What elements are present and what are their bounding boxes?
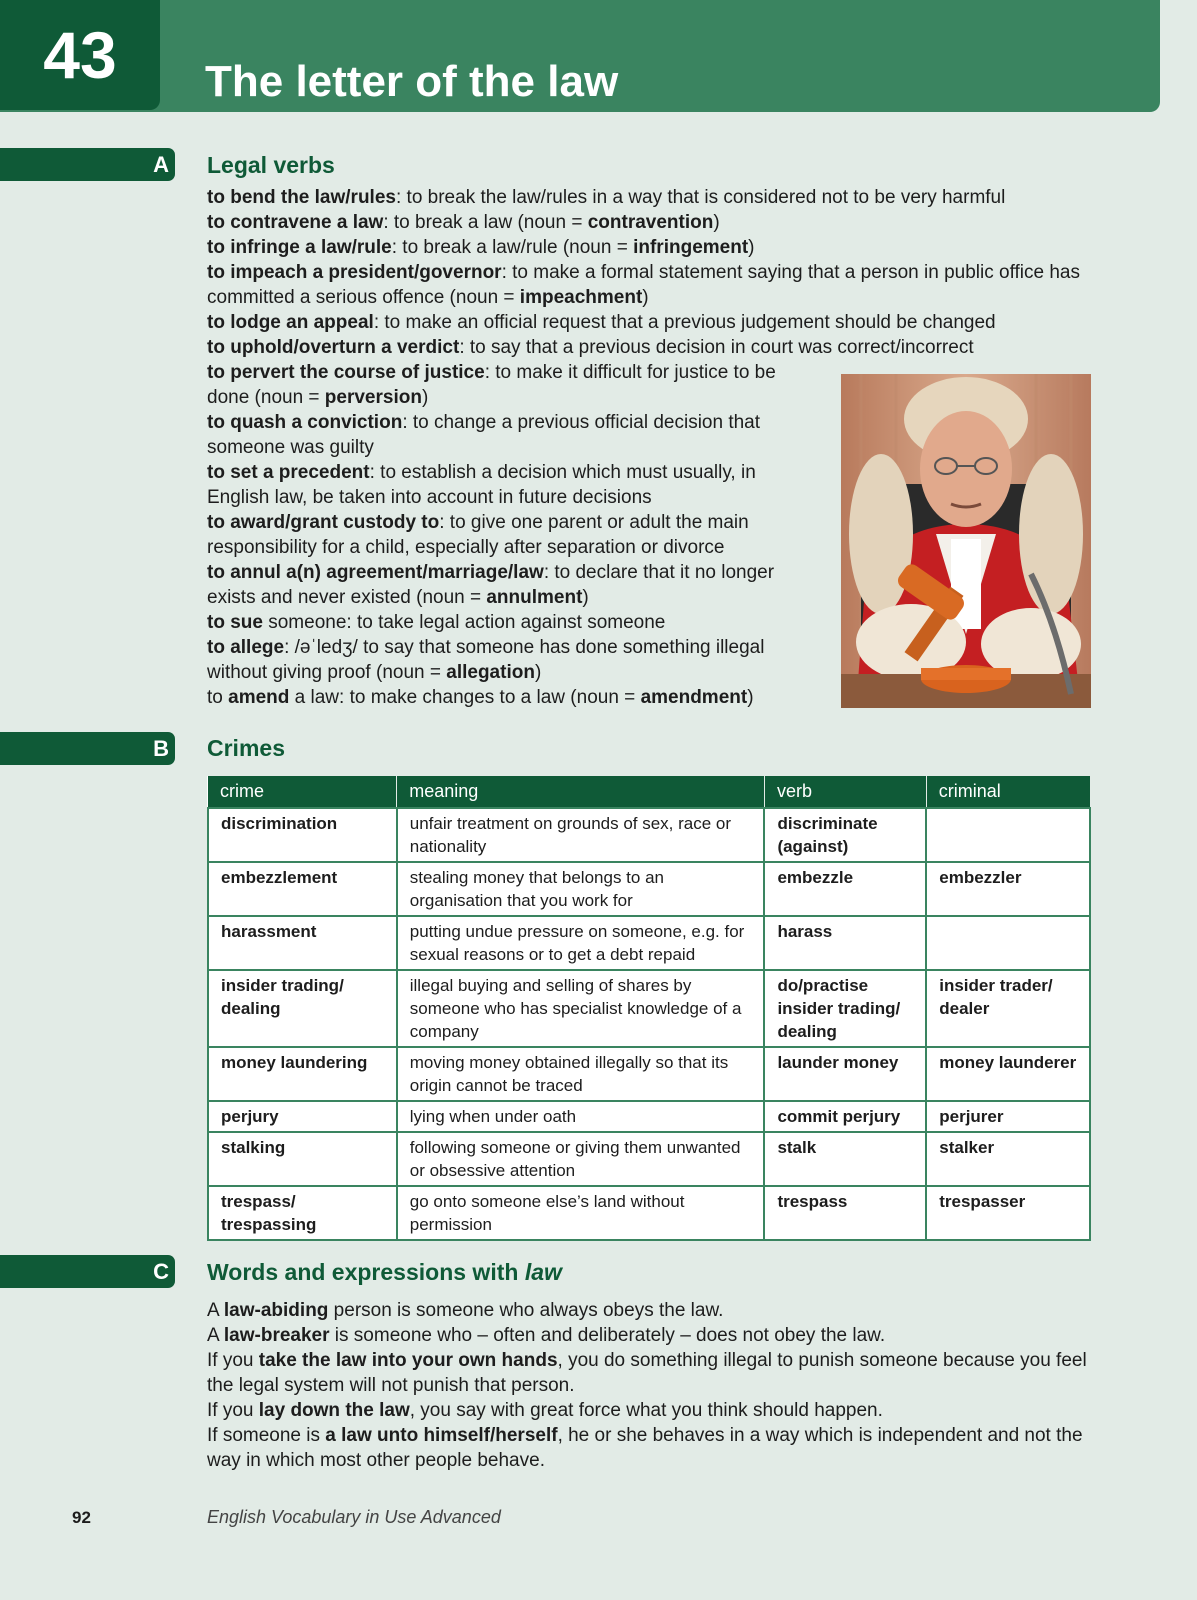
definition-item: to quash a conviction: to change a previous official decision that someone was guilty xyxy=(207,412,761,458)
meaning-cell: stealing money that belongs to an organisation that you work for xyxy=(397,862,765,916)
criminal-cell: perjurer xyxy=(926,1101,1090,1132)
definition-item: to lodge an appeal: to make an official request that a previous judgement should be changed xyxy=(207,312,996,333)
definition-item: to amend a law: to make changes to a law (noun = amendment) xyxy=(207,687,754,708)
verb-cell: commit perjury xyxy=(764,1101,926,1132)
crime-cell: stalking xyxy=(208,1132,397,1186)
definition-item: to contravene a law: to break a law (noun = contravention) xyxy=(207,212,720,233)
book-title: English Vocabulary in Use Advanced xyxy=(207,1507,501,1527)
definition-item: to impeach a president/governor: to make a formal statement saying that a person in public office has committed a serious offence (noun = impeachment) xyxy=(207,262,1080,308)
verb-cell: launder money xyxy=(764,1047,926,1101)
table-row xyxy=(208,1132,1090,1186)
criminal-cell xyxy=(926,916,1090,970)
crime-cell: harassment xyxy=(208,916,397,970)
criminal-cell: trespasser xyxy=(926,1186,1090,1240)
unit-number: 43 xyxy=(0,0,160,110)
definition-item: to infringe a law/rule: to break a law/rule (noun = infringement) xyxy=(207,237,755,258)
crime-cell: discrimination xyxy=(208,808,397,862)
crime-cell: trespass/ trespassing xyxy=(208,1186,397,1240)
section-a-title: Legal verbs xyxy=(207,152,335,178)
definition-item: to award/grant custody to: to give one parent or adult the main responsibility for a child, especially after separation or divorce xyxy=(207,512,749,558)
section-c-title: Words and expressions with law xyxy=(207,1259,562,1285)
verb-cell: harass xyxy=(764,916,926,970)
meaning-cell: go onto someone else’s land without permission xyxy=(397,1186,765,1240)
verb-cell: stalk xyxy=(764,1132,926,1186)
section-c-tab: C xyxy=(0,1255,175,1288)
list-item: If someone is a law unto himself/herself, he or she behaves in a way which is independent and not the way in which most other people behave. xyxy=(207,1425,1083,1471)
list-item: If you lay down the law, you say with great force what you think should happen. xyxy=(207,1400,883,1421)
column-header-meaning: meaning xyxy=(397,776,765,808)
table-row xyxy=(208,916,1090,970)
list-item: If you take the law into your own hands, you do something illegal to punish someone because you feel the legal system will not punish that person. xyxy=(207,1350,1087,1396)
table-header-row xyxy=(208,776,1090,808)
crimes-table xyxy=(207,776,1091,1241)
section-b-title: Crimes xyxy=(207,735,285,761)
table-row xyxy=(208,862,1090,916)
definition-item: to annul a(n) agreement/marriage/law: to declare that it no longer exists and never existed (noun = annulment) xyxy=(207,562,775,608)
verb-cell: trespass xyxy=(764,1186,926,1240)
list-item: A law-abiding person is someone who always obeys the law. xyxy=(207,1300,724,1321)
definition-item: to set a precedent: to establish a decision which must usually, in English law, be taken into account in future decisions xyxy=(207,462,756,508)
table-row xyxy=(208,1186,1090,1240)
table-row xyxy=(208,1047,1090,1101)
verb-cell: embezzle xyxy=(764,862,926,916)
crime-cell: money laundering xyxy=(208,1047,397,1101)
column-header-verb: verb xyxy=(764,776,926,808)
definition-item: to sue someone: to take legal action against someone xyxy=(207,612,666,633)
criminal-cell: embezzler xyxy=(926,862,1090,916)
meaning-cell: putting undue pressure on someone, e.g. for sexual reasons or to get a debt repaid xyxy=(397,916,765,970)
table-row xyxy=(208,808,1090,862)
verb-cell: do/practise insider trading/ dealing xyxy=(764,970,926,1047)
meaning-cell: following someone or giving them unwanted or obsessive attention xyxy=(397,1132,765,1186)
meaning-cell: lying when under oath xyxy=(397,1101,765,1132)
list-item: A law-breaker is someone who – often and deliberately – does not obey the law. xyxy=(207,1325,886,1346)
section-b-tab: B xyxy=(0,732,175,765)
law-expressions-list xyxy=(207,1298,1087,1473)
criminal-cell xyxy=(926,808,1090,862)
verb-cell: discriminate (against) xyxy=(764,808,926,862)
definition-item: to bend the law/rules: to break the law/rules in a way that is considered not to be very harmful xyxy=(207,187,1006,208)
page-number: 92 xyxy=(72,1508,91,1527)
table-row xyxy=(208,1101,1090,1132)
meaning-cell: illegal buying and selling of shares by someone who has specialist knowledge of a company xyxy=(397,970,765,1047)
criminal-cell: stalker xyxy=(926,1132,1090,1186)
meaning-cell: unfair treatment on grounds of sex, race or nationality xyxy=(397,808,765,862)
definition-item: to pervert the course of justice: to make it difficult for justice to be done (noun = perversion) xyxy=(207,362,776,408)
criminal-cell: money launderer xyxy=(926,1047,1090,1101)
crime-cell: insider trading/ dealing xyxy=(208,970,397,1047)
column-header-criminal: criminal xyxy=(926,776,1090,808)
meaning-cell: moving money obtained illegally so that its origin cannot be traced xyxy=(397,1047,765,1101)
page-title: The letter of the law xyxy=(205,57,619,106)
judge-photo xyxy=(841,374,1091,708)
crime-cell: perjury xyxy=(208,1101,397,1132)
table-row xyxy=(208,970,1090,1047)
column-header-crime: crime xyxy=(208,776,397,808)
criminal-cell: insider trader/ dealer xyxy=(926,970,1090,1047)
definition-item: to uphold/overturn a verdict: to say that a previous decision in court was correct/incorrect xyxy=(207,337,974,358)
crime-cell: embezzlement xyxy=(208,862,397,916)
section-a-tab: A xyxy=(0,148,175,181)
definition-item: to allege: /əˈledʒ/ to say that someone has done something illegal without giving proof (noun = allegation) xyxy=(207,637,765,683)
